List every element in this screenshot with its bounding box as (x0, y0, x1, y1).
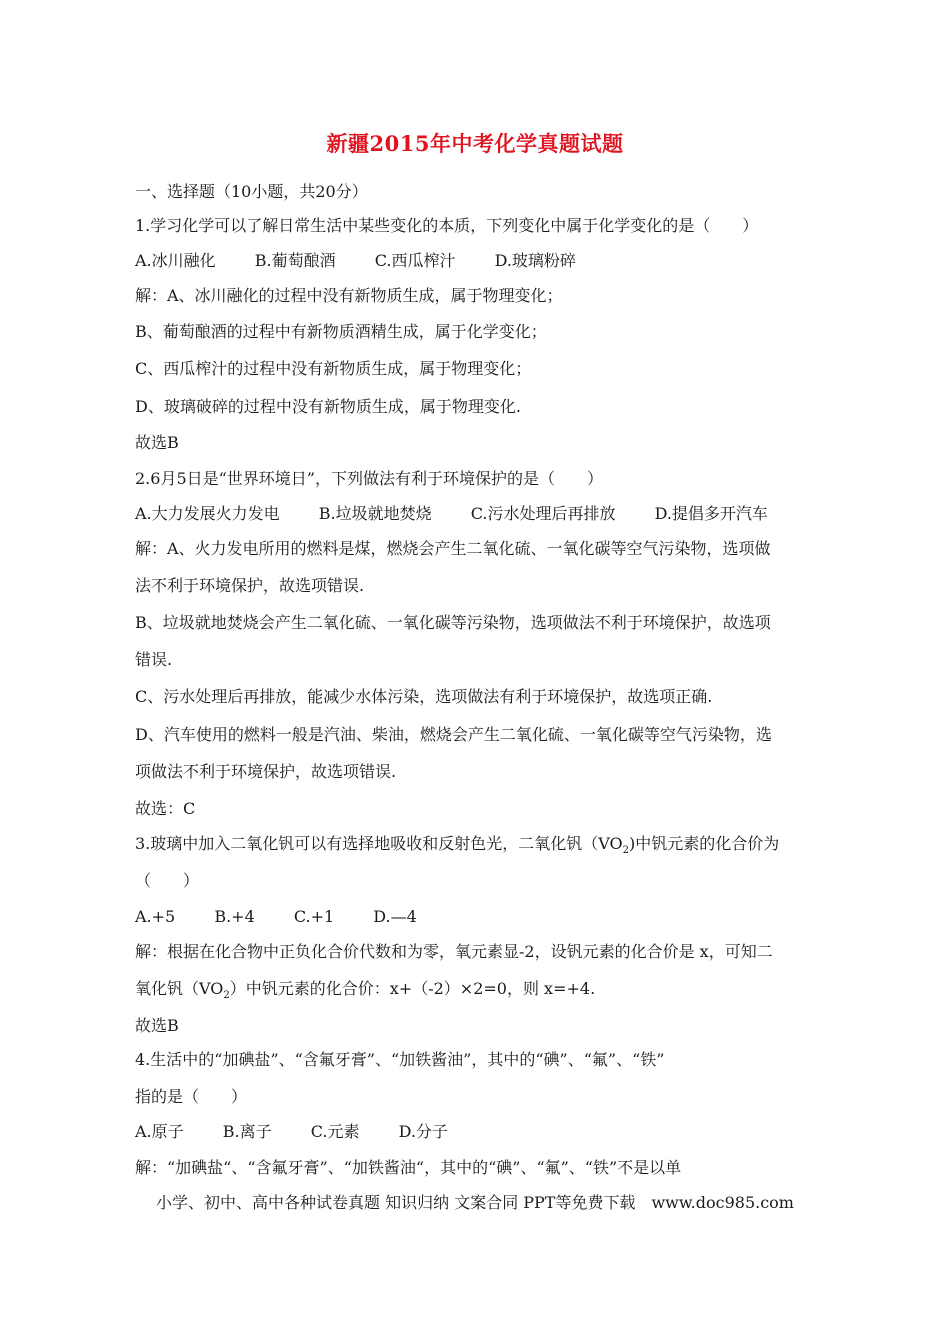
solution-line: 法不利于环境保护，故选项错误. (135, 576, 365, 595)
question-2-options (135, 503, 802, 525)
question-1: 1.学习化学可以了解日常生活中某些变化的本质，下列变化中属于化学变化的是（ ） (135, 216, 759, 235)
subscript: 2 (622, 845, 630, 857)
solution-text: 氧化钒（VO (135, 979, 224, 998)
question-4: 4.生活中的“加碘盐”、“含氟牙膏”、“加铁酱油”，其中的“碘”、“氟”、“铁” (135, 1050, 665, 1069)
question-2: 2.6月5日是“世界环境日”，下列做法有利于环境保护的是（ ） (135, 469, 603, 488)
solution-line: 项做法不利于环境保护，故选项错误. (135, 762, 397, 781)
answer: 故选B (135, 1016, 179, 1035)
option: D.玻璃粉碎 (494, 251, 576, 270)
question-3-blank: （ ） (135, 871, 200, 890)
question-text: )中钒元素的化合价为 (629, 834, 780, 853)
option: C.元素 (310, 1122, 360, 1141)
answer: 故选B (135, 433, 179, 452)
page-footer: 小学、初中、高中各种试卷真题 知识归纳 文案合同 PPT等免费下载 www.doc985.com (156, 1193, 794, 1212)
question-3-options (135, 906, 451, 928)
option: B.垃圾就地焚烧 (318, 504, 432, 523)
solution-line: C、西瓜榨汁的过程中没有新物质生成，属于物理变化； (135, 359, 532, 378)
subscript: 2 (223, 990, 230, 1002)
option: A.原子 (135, 1122, 184, 1141)
solution-line: B、垃圾就地焚烧会产生二氧化硫、一氧化碳等污染物，选项做法不利于环境保护，故选项 (135, 613, 771, 632)
section-heading: 一、选择题（10小题，共20分） (135, 182, 368, 201)
option: D.提倡多开汽车 (654, 504, 768, 523)
question-1-options (135, 250, 610, 272)
document-title: 新疆2015年中考化学真题试题 (326, 131, 624, 156)
answer: 故选：C (135, 799, 196, 818)
question-3 (135, 833, 779, 862)
option: B.葡萄酿酒 (254, 251, 336, 270)
solution-text: ）中钒元素的化合价：x+（-2）×2=0，则 x=+4. (229, 979, 596, 998)
option: D.分子 (398, 1122, 448, 1141)
option: A.大力发展火力发电 (135, 504, 280, 523)
solution-line: D、玻璃破碎的过程中没有新物质生成，属于物理变化. (135, 397, 521, 416)
question-4-cont: 指的是（ ） (135, 1087, 248, 1106)
solution-line: 解：“加碘盐“、“含氟牙膏”、“加铁酱油“，其中的“碘”、“氟”、“铁”不是以单 (135, 1158, 682, 1177)
solution-line: 错误. (135, 650, 173, 669)
option: B.+4 (214, 907, 255, 926)
option: D.—4 (373, 907, 417, 926)
question-4-options (135, 1121, 482, 1143)
solution-line: B、葡萄酿酒的过程中有新物质酒精生成，属于化学变化； (135, 322, 547, 341)
option: A.冰川融化 (135, 251, 216, 270)
solution-line: 解：根据在化合物中正负化合价代数和为零，氧元素显-2，设钒元素的化合价是 x，可知二 (135, 942, 773, 961)
solution-line: 解：A、火力发电所用的燃料是煤，燃烧会产生二氧化硫、一氧化碳等空气污染物，选项做 (135, 539, 771, 558)
option: C.+1 (293, 907, 335, 926)
option: C.西瓜榨汁 (374, 251, 456, 270)
solution-line (135, 978, 595, 1007)
solution-line: D、汽车使用的燃料一般是汽油、柴油，燃烧会产生二氧化硫、一氧化碳等空气污染物，选 (135, 725, 772, 744)
solution-line: 解：A、冰川融化的过程中没有新物质生成，属于物理变化； (135, 286, 563, 305)
question-text: 3.玻璃中加入二氧化钒可以有选择地吸收和反射色光，二氧化钒（VO (135, 834, 623, 853)
option: B.离子 (222, 1122, 272, 1141)
solution-line: C、污水处理后再排放，能减少水体污染，选项做法有利于环境保护，故选项正确. (135, 687, 713, 706)
option: C.污水处理后再排放 (470, 504, 616, 523)
option: A.+5 (135, 907, 176, 926)
